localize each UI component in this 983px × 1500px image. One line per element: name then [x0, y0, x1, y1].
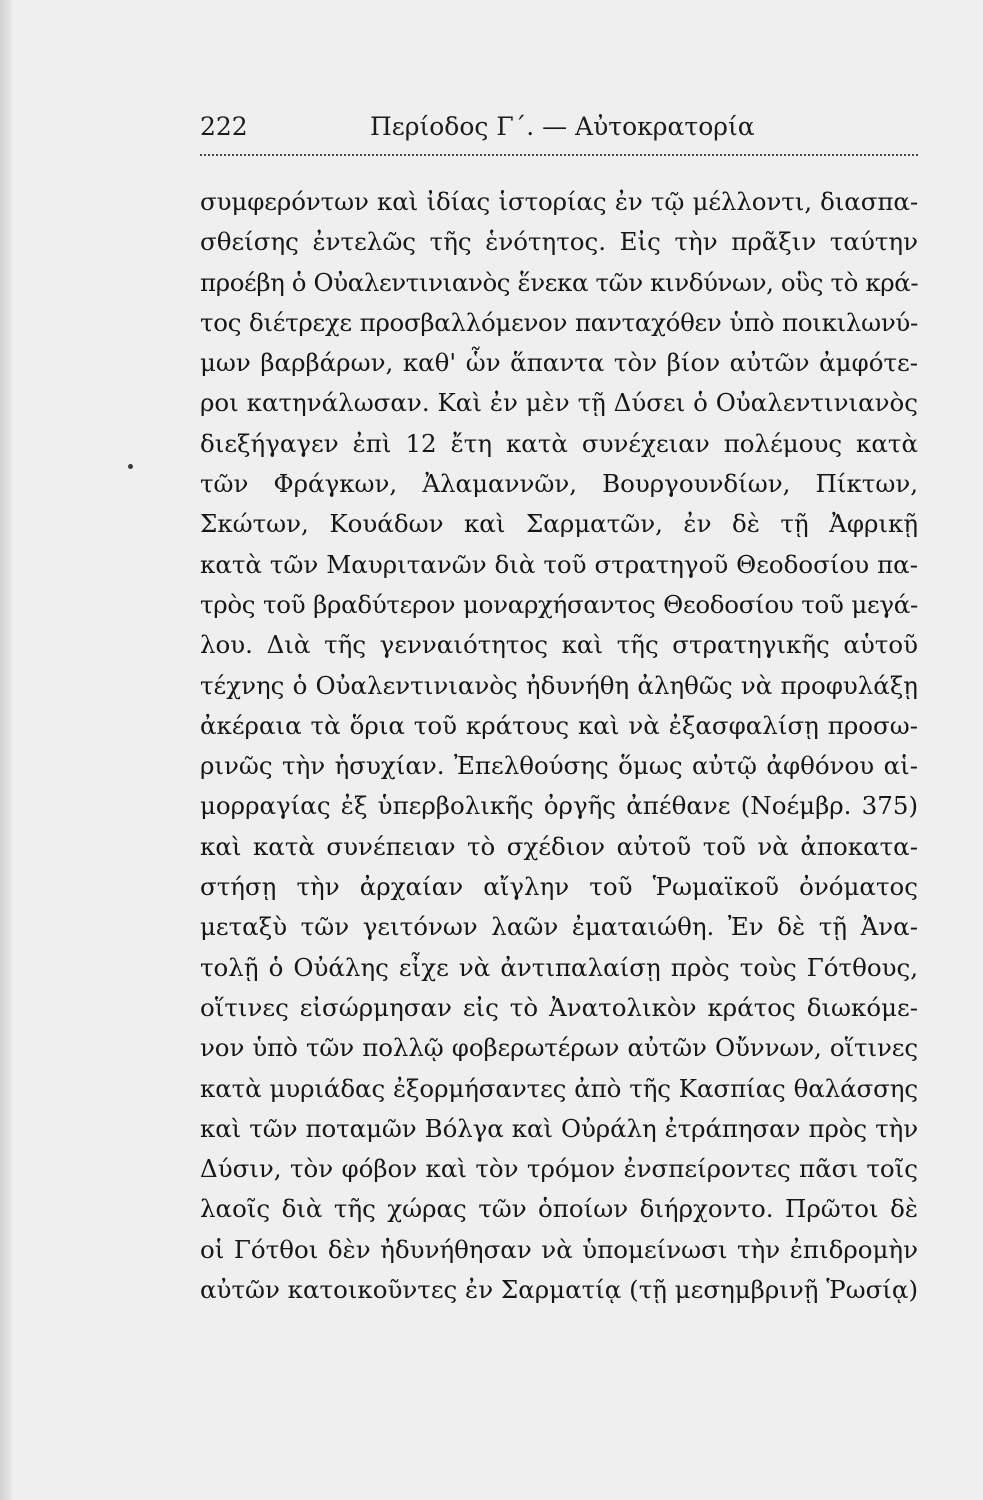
text-line: συμφερόντων καὶ ἰδίας ἱστορίας ἐν τῷ μέλλοντι, διασπα- — [200, 187, 918, 216]
text-line: λου. Διὰ τῆς γενναιότητος καὶ τῆς στρατηγικῆς αὑτοῦ — [200, 630, 918, 660]
text-line: νον ὑπὸ τῶν πολλῷ φοβερωτέρων αὐτῶν Οὔννων, οἵτινες — [200, 1033, 918, 1063]
text-line: καὶ τῶν ποταμῶν Βόλγα καὶ Οὐράλη ἐτράπησαν πρὸς τὴν — [200, 1113, 918, 1143]
text-line: μων βαρβάρων, καθ' ὧν ἅπαντα τὸν βίον αὐτῶν ἀμφότε- — [200, 348, 918, 378]
text-line: Σκώτων, Κουάδων καὶ Σαρματῶν, ἐν δὲ τῇ Ἀφρικῇ — [200, 509, 918, 539]
text-line: διεξήγαγεν ἐπὶ 12 ἔτη κατὰ συνέχειαν πολέμους κατὰ — [200, 428, 918, 458]
text-line: κατὰ τῶν Μαυριτανῶν διὰ τοῦ στρατηγοῦ Θεοδοσίου πα- — [200, 549, 918, 579]
text-line: καὶ κατὰ συνέπειαν τὸ σχέδιον αὐτοῦ τοῦ νὰ ἀποκατα- — [200, 831, 918, 861]
text-line: τρὸς τοῦ βραδύτερον μοναρχήσαντος Θεοδοσίου τοῦ μεγά- — [200, 589, 918, 619]
text-line: στήσῃ τὴν ἀρχαίαν αἴγλην τοῦ Ῥωμαϊκοῦ ὀνόματος — [200, 872, 918, 902]
page-edge-shadow — [0, 0, 14, 1500]
text-line: τῶν Φράγκων, Ἀλαμαννῶν, Βουργουνδίων, Πίκτων, — [200, 469, 918, 499]
text-line: Δύσιν, τὸν φόβον καὶ τὸν τρόμον ἐνσπείροντες πᾶσι τοῖς — [200, 1154, 918, 1184]
text-line: ροι κατηνάλωσαν. Καὶ ἐν μὲν τῇ Δύσει ὁ Οὐαλεντινιανὸς — [200, 388, 918, 418]
text-line: μεταξὺ τῶν γειτόνων λαῶν ἐματαιώθη. Ἐν δὲ τῇ Ἀνα- — [200, 912, 918, 942]
page-header — [200, 112, 920, 148]
text-line: προέβη ὁ Οὐαλεντινιανὸς ἕνεκα τῶν κινδύνων, οὓς τὸ κρά- — [200, 267, 919, 297]
text-line: κατὰ μυριάδας ἐξορμήσαντες ἀπὸ τῆς Κασπίας θαλάσσης — [200, 1073, 918, 1103]
text-line: ρινῶς τὴν ἡσυχίαν. Ἐπελθούσης ὅμως αὐτῷ ἀφθόνου αἱ- — [200, 751, 918, 781]
text-line: μορραγίας ἐξ ὑπερβολικῆς ὀργῆς ἀπέθανε (Νοέμβρ. 375) — [200, 791, 918, 821]
header-rule — [200, 154, 918, 156]
text-line: τολῇ ὁ Οὐάλης εἶχε νὰ ἀντιπαλαίσῃ πρὸς τοὺς Γότθους, — [200, 952, 918, 982]
margin-mark — [128, 464, 133, 469]
text-line: τέχνης ὁ Οὐαλεντινιανὸς ἠδυνήθη ἀληθῶς νὰ προφυλάξῃ — [200, 670, 918, 700]
text-line: τος διέτρεχε προσβαλλόμενον πανταχόθεν ὑπὸ ποικιλωνύ- — [200, 307, 918, 337]
page-number: 222 — [200, 112, 248, 141]
text-line: αὐτῶν κατοικοῦντες ἐν Σαρματίᾳ (τῇ μεσημβρινῇ Ῥωσίᾳ) — [200, 1275, 918, 1305]
text-line: οἱ Γότθοι δὲν ἠδυνήθησαν νὰ ὑπομείνωσι τὴν ἐπιδρομὴν — [200, 1234, 918, 1264]
body-text — [200, 182, 918, 1310]
running-head: Περίοδος Γ΄. — Αὐτοκρατορία — [370, 112, 755, 141]
text-line: σθείσης ἐντελῶς τῆς ἑνότητος. Εἰς τὴν πρᾶξιν ταύτην — [200, 227, 918, 257]
text-line: οἵτινες εἰσώρμησαν εἰς τὸ Ἀνατολικὸν κράτος διωκόμε- — [200, 992, 918, 1022]
text-line: λαοῖς διὰ τῆς χώρας τῶν ὁποίων διήρχοντο. Πρῶτοι δὲ — [200, 1194, 918, 1224]
text-line: ἀκέραια τὰ ὅρια τοῦ κράτους καὶ νὰ ἐξασφαλίσῃ προσω- — [200, 710, 918, 740]
